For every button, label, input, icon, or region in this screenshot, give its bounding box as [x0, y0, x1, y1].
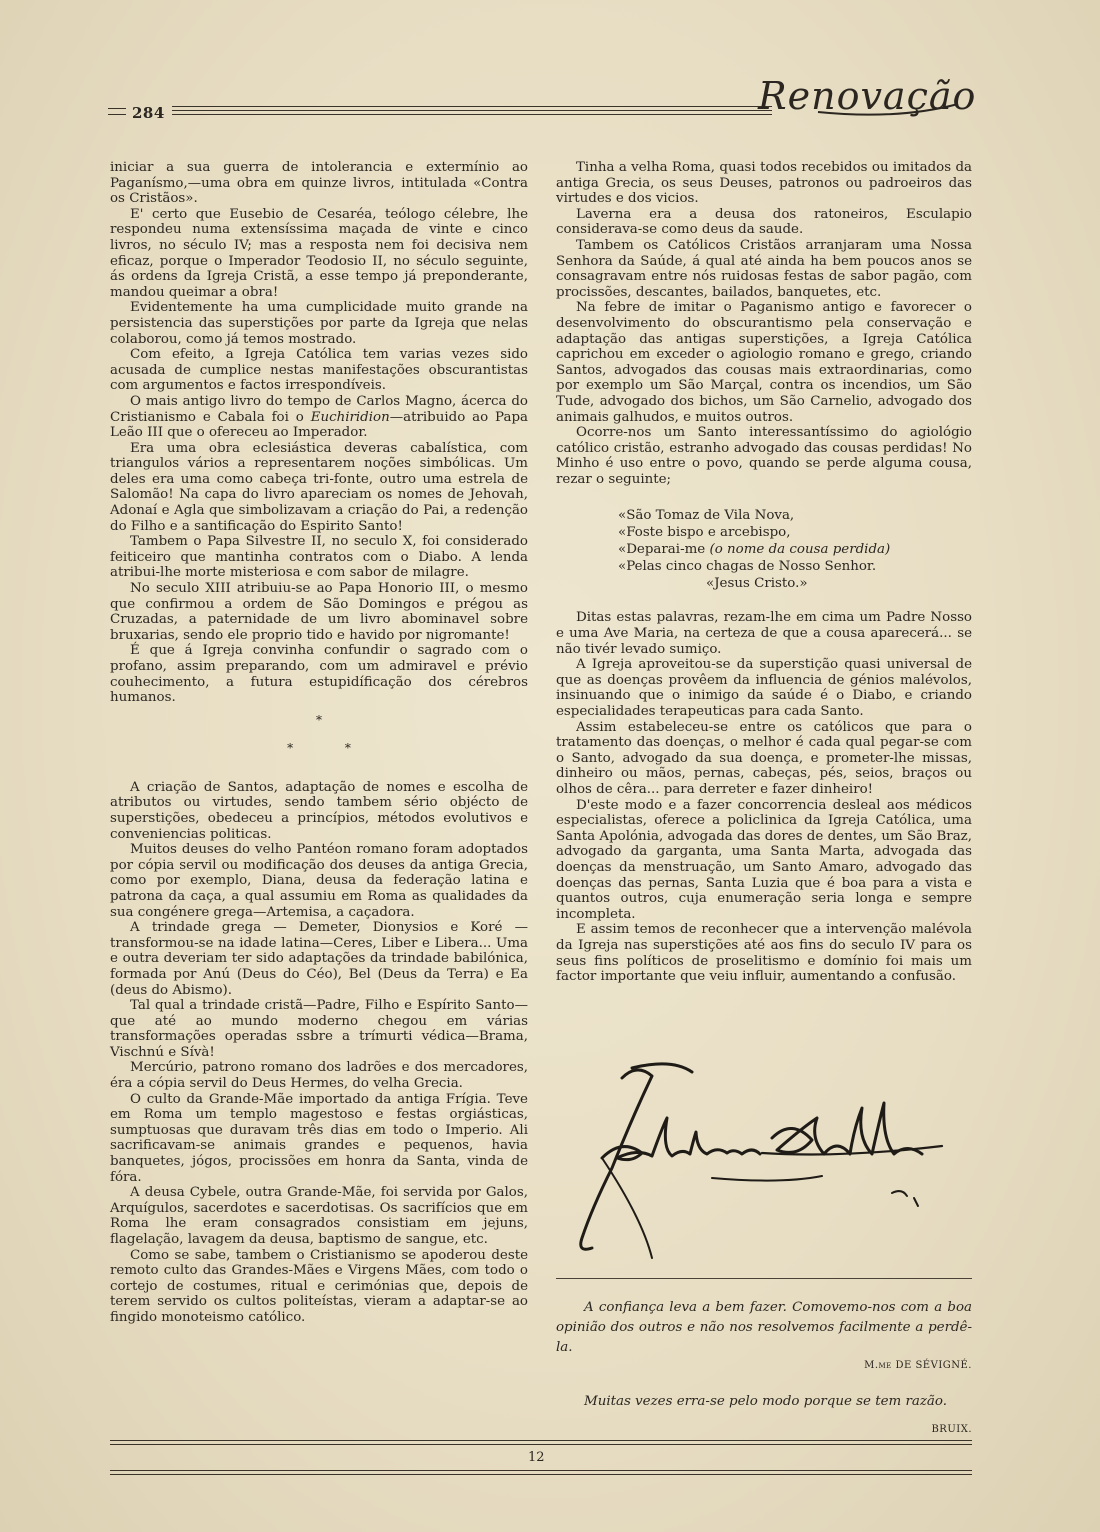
paragraph: Como se sabe, tambem o Cristianismo se apoderou deste remoto culto das Grandes-Mães e Virgens Mães, com todo o cortejo de costumes, ritual e cerimónias que, depois de terem servido os cultos politeístas, vieram a adaptar-se ao fingido monoteismo católico. [110, 1247, 528, 1325]
paragraph: Era uma obra eclesiástica deveras cabalística, com triangulos vários a representarem noções simbólicas. Um deles era uma como cabeça tri-fonte, outro uma estrela de Salomão! Na capa do livro apareciam os nomes de Jehovah, Adonaí e Agla que simbolizavam a criação do Pai, a redenção do Filho e a santificação do Espirito Santo! [110, 440, 528, 534]
footer-rule-4 [110, 1474, 972, 1475]
paragraph: E' certo que Eusebio de Cesaréa, teólogo célebre, lhe respondeu numa extensíssima maçada de vinte e cinco livros, no século IV; mas a resposta nem foi decisiva nem eficaz, porque o Imperador Teodosio II, no século seguinte, ás ordens da Igreja Cristã, a esse tempo já preponderante, mandou queimar a obra! [110, 206, 528, 300]
section-break-asterism [110, 710, 528, 768]
paragraph: É que á Igreja convinha confundir o sagrado com o profano, assim preparando, com um admiravel e prévio couhecimento, a futura estupidíficação dos cérebros humanos. [110, 643, 528, 706]
right-column [556, 160, 972, 985]
left-column [110, 160, 528, 1326]
header-rule-1 [172, 106, 772, 107]
page-header [108, 70, 978, 140]
paragraph: Muitos deuses do velho Pantéon romano foram adoptados por cópia servil ou modificação dos deuses da antiga Grecia, como por exemplo, Diana, deusa da federação latina e patrona da caça, a qual assumiu em Roma as qualidades da sua congénere grega—Artemisa, a caçadora. [110, 842, 528, 920]
paragraph: O mais antigo livro do tempo de Carlos Magno, ácerca do Cristianismo e Cabala foi o Euchiridion—atribuido ao Papa Leão III que o ofereceu ao Imperador. [110, 393, 529, 441]
paragraph: A Igreja aproveitou-se da superstição quasi universal de que as doenças provêem da influencia de génios malévolos, insinuando que o inimigo da saúde é o Diabo, e criando especialidades terapeuticas para cada Santo. [556, 657, 972, 720]
header-rule-2 [172, 110, 772, 111]
paragraph: E assim temos de reconhecer que a intervenção malévola da Igreja nas superstições até aos fins do seculo IV para os seus fins políticos de proselitismo e domínio foi mais um factor importante que veiu influir, aumentando a confusão. [556, 922, 972, 985]
magazine-logo [758, 70, 978, 130]
footer-rule-2 [110, 1444, 972, 1445]
paragraph: Com efeito, a Igreja Católica tem varias vezes sido acusada de cumplice nestas manifestações obscurantistas com argumentos e factos irrespondíveis. [110, 347, 528, 394]
quote-author-bruix: BRUIX. [931, 1424, 972, 1435]
quote-author-sevigne: M.me DE SÉVIGNÉ. [864, 1360, 972, 1371]
paragraph: Tambem os Católicos Cristãos arranjaram uma Nossa Senhora da Saúde, á qual até ainda ha bem poucos anos se consagravam entre nós ruidosas festas de sabor pagão, com procissões, descantes, bailados, banquetes, etc. [556, 237, 972, 300]
asterism-top: * [316, 712, 322, 727]
verse-line: «Foste bispo e arcebispo, [618, 525, 791, 541]
asterism-bottom: * * [287, 740, 375, 755]
author-signature-icon [562, 1058, 972, 1268]
paragraph: No seculo XIII atribuiu-se ao Papa Honorio III, o mesmo que confirmou a ordem de São Domingos e prégou as Cruzadas, a paternidade de um livro abominavel sobre bruxarias, sendo ele proprio tido e havido por nigromante! [110, 581, 528, 643]
paragraph: D'este modo e a fazer concorrencia desleal aos médicos especialistas, oferece a policlinica da Igreja Católica, uma Santa Apolónia, advogada das dores de dentes, um São Braz, advogado da garganta, uma Santa Marta, advogada das doenças da menstruação, um Santo Amaro, advogado das doenças das pernas, Santa Luzia que é boa para a vista e quantos outros, cuja enumeração seria longa e sempre incompleta. [556, 797, 972, 922]
quote-bruix: Muitas vezes erra-se pelo modo porque se tem razão. [584, 1394, 947, 1409]
magazine-title: Renovação [758, 74, 977, 118]
footer-rule-1 [110, 1440, 972, 1441]
verse-italic-note: (o nome da cousa perdida) [709, 542, 891, 558]
paragraph: Mercúrio, patrono romano dos ladrões e dos mercadores, éra a cópia servil do Deus Hermes, do velha Grecia. [110, 1060, 528, 1092]
verse-line: «Pelas cinco chagas de Nosso Senhor. [618, 559, 877, 575]
paragraph: Assim estabeleceu-se entre os católicos que para o tratamento das doenças, o melhor é cada qual pegar-se com o Santo, advogado da sua doença, e prometer-lhe missas, dinheiro ou mãos, pernas, cabeças, pés, seios, braços ou olhos de cêra... para derreter e fazer dinheiro! [556, 719, 972, 797]
folio-number: 12 [528, 1450, 545, 1465]
header-rule-left-2 [108, 114, 126, 115]
signature-divider [556, 1278, 972, 1279]
paragraph: Tal qual a trindade cristã—Padre, Filho e Espírito Santo—que até ao mundo moderno chegou em várias transformações operadas ssbre a trímurti védica—Brama, Vischnú e Sívà! [110, 998, 528, 1060]
verse-line: «Deparai-me (o nome da cousa perdida) [618, 542, 891, 558]
verse-line: «São Tomaz de Vila Nova, [618, 508, 795, 524]
header-rule-3 [172, 114, 772, 115]
paragraph: Tambem o Papa Silvestre II, no seculo X, foi considerado feiticeiro que mantinha contratos com o Diabo. A lenda atribui-lhe morte misteriosa e com sabor de milagre. [110, 534, 528, 581]
header-rule-left-1 [108, 108, 126, 109]
paragraph: Ocorre-nos um Santo interessantíssimo do agiológio católico cristão, estranho advogado das cousas perdidas! No Minho é uso entre o povo, quando se perde alguma cousa, rezar o seguinte; [556, 425, 972, 487]
prayer-verse [618, 507, 972, 592]
paragraph: Na febre de imitar o Paganismo antigo e favorecer o desenvolvimento do obscurantismo pela conservação e adaptação das antigas superstições, a Igreja Católica caprichou em exceder o agiologio romano e grego, criando Santos, advogados das cousas mais extraordinarias, como por exemplo um São Marçal, contra os incendios, um São Tude, advogado dos bichos, um São Carnelio, advogado dos animais galhudos, e muitos outros. [556, 300, 972, 425]
page-number: 284 [132, 104, 165, 122]
paragraph: Evidentemente ha uma cumplicidade muito grande na persistencia das superstições por parte da Igreja que nelas colaborou, como já temos mostrado. [110, 300, 528, 347]
paragraph: A criação de Santos, adaptação de nomes e escolha de atributos ou virtudes, sendo tambem sério objécto de superstições, obedeceu a princípios, métodos evolutivos e conveniencias politicas. [110, 779, 528, 842]
book-title: Euchiridion [310, 409, 390, 425]
paragraph: Ditas estas palavras, rezam-lhe em cima um Padre Nosso e uma Ave Maria, na certeza de que a cousa aparecerá... se não tivér levado sumiço. [556, 610, 972, 657]
quote-sevigne: A confiança leva a bem fazer. Comovemo-nos com a boa opinião dos outros e não nos resolvemos facilmente a perdê-la. [556, 1300, 972, 1355]
paragraph: A deusa Cybele, outra Grande-Mãe, foi servida por Galos, Arquígulos, sacerdotes e sacerdotisas. Os sacrifícios que em Roma lhe eram consagrados consistiam em jejuns, flagelação, lavagem da deusa, baptismo de sangue, etc. [110, 1185, 528, 1247]
paragraph: O culto da Grande-Mãe importado da antiga Frígia. Teve em Roma um templo magestoso e festas orgiásticas, sumptuosas que duravam três dias em todo o Imperio. Ali sacrificavam-se animais grandes e pequenos, havia banquetes, jógos, procissões em honra da Santa, vinda de fóra. [110, 1091, 528, 1185]
footer-rule-3 [110, 1470, 972, 1471]
paragraph: A trindade grega — Demeter, Dionysios e Koré — transformou-se na idade latina—Ceres, Liber e Libera... Uma e outra deveriam ter sido adaptações da trindade babilónica, formada por Anú (Deus do Céo), Bel (Deus da Terra) e Ea (deus do Abismo). [110, 920, 528, 998]
paragraph: Tinha a velha Roma, quasi todos recebidos ou imitados da antiga Grecia, os seus Deuses, patronos ou padroeiros das virtudes e dos vicios. [556, 160, 972, 207]
paragraph: Laverna era a deusa dos ratoneiros, Esculapio considerava-se como deus da saude. [556, 206, 972, 238]
paragraph: iniciar a sua guerra de intolerancia e extermínio ao Paganísmo,—uma obra em quinze livros, intitulada «Contra os Cristãos». [110, 160, 528, 207]
logo-swash-icon [758, 70, 978, 130]
verse-line: «Jesus Cristo.» [706, 576, 808, 592]
